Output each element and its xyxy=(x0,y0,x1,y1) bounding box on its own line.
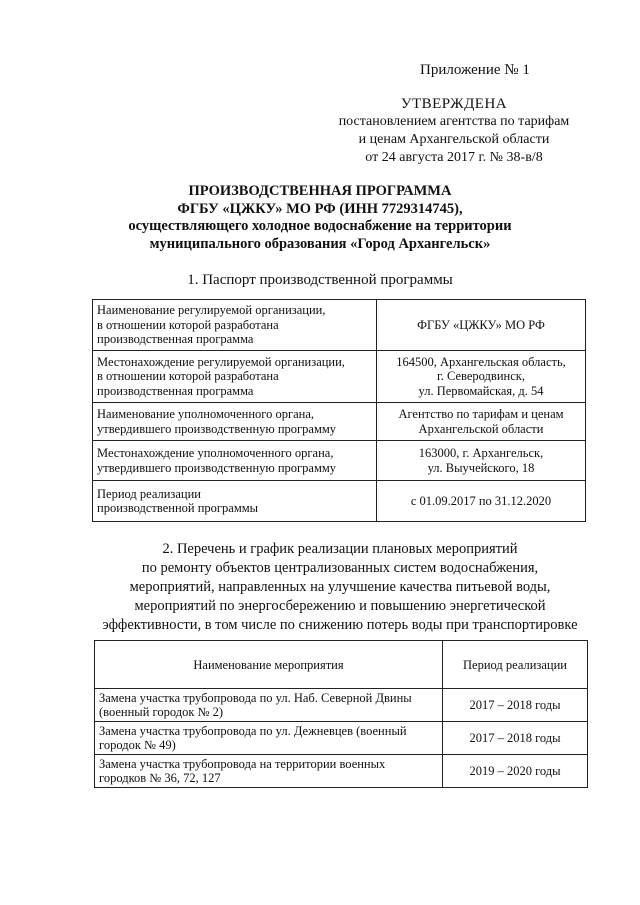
passport-value-cell xyxy=(377,351,586,403)
cell-text: Замена участка трубопровода по ул. Дежневцев (военный xyxy=(99,724,407,738)
program-title-line: муниципального образования «Город Архангельск» xyxy=(149,235,491,252)
section1-heading: 1. Паспорт производственной программы xyxy=(187,272,453,288)
cell-text: производственная программа xyxy=(97,383,254,398)
cell-text: с 01.09.2017 по 31.12.2020 xyxy=(410,493,552,508)
cell-text: Агентство по тарифам и ценам xyxy=(398,407,564,421)
table-row xyxy=(95,689,588,722)
cell-text: Период реализации xyxy=(97,486,201,501)
cell-text: городок № 49) xyxy=(99,738,176,752)
event-period-cell: 2017 – 2018 годы xyxy=(443,722,588,755)
approval-block xyxy=(309,95,599,167)
cell-text: Замена участка трубопровода на территории военных xyxy=(99,757,386,771)
cell-text: производственная программа xyxy=(97,332,254,347)
heading-line: мероприятий по энергосбережению и повышению энергетической xyxy=(134,598,546,614)
cell-text: ФГБУ «ЦЖКУ» МО РФ xyxy=(417,317,545,332)
approval-line: и ценам Архангельской области xyxy=(358,132,550,147)
approval-line: от 24 августа 2017 г. № 38-в/8 xyxy=(365,150,543,165)
passport-value-cell xyxy=(377,300,586,351)
passport-label-cell xyxy=(93,441,377,481)
heading-line: мероприятий, направленных на улучшение качества питьевой воды, xyxy=(129,579,551,595)
cell-text: Наименование регулируемой организации, xyxy=(97,303,326,318)
approval-line: постановлением агентства по тарифам xyxy=(338,114,570,129)
cell-text: г. Северодвинск, xyxy=(437,369,525,384)
heading-line: 2. Перечень и график реализации плановых мероприятий xyxy=(162,541,518,557)
column-header-period: Период реализации xyxy=(443,641,588,689)
heading-line: эффективности, в том числе по снижению потерь воды при транспортировке xyxy=(102,617,578,633)
table-row xyxy=(93,403,586,441)
cell-text: ул. Первомайская, д. 54 xyxy=(418,383,544,398)
cell-text: (военный городок № 2) xyxy=(99,705,223,719)
cell-text: Наименование уполномоченного органа, xyxy=(97,407,314,421)
passport-label-cell xyxy=(93,481,377,522)
table-header-row xyxy=(95,641,588,689)
event-name-cell xyxy=(95,722,443,755)
table-row xyxy=(95,722,588,755)
cell-text: в отношении которой разработана xyxy=(97,369,279,384)
cell-text: утвердившего производственную программу xyxy=(97,460,337,475)
cell-text: 164500, Архангельская область, xyxy=(396,354,566,369)
passport-value-cell xyxy=(377,403,586,441)
cell-text: Местонахождение регулируемой организации, xyxy=(97,354,345,369)
passport-label-cell xyxy=(93,300,377,351)
appendix-label: Приложение № 1 xyxy=(420,62,530,78)
passport-label-cell xyxy=(93,403,377,441)
program-title-line: осуществляющего холодное водоснабжение на территории xyxy=(128,218,512,234)
program-title-line: ФГБУ «ЦЖКУ» МО РФ (ИНН 7729314745), xyxy=(177,200,463,217)
event-period-cell: 2017 – 2018 годы xyxy=(443,689,588,722)
table-row xyxy=(93,481,586,522)
heading-line: по ремонту объектов централизованных систем водоснабжения, xyxy=(141,560,539,576)
cell-text: 163000, г. Архангельск, xyxy=(418,446,544,460)
cell-text: городков № 36, 72, 127 xyxy=(99,771,221,785)
event-period-cell: 2019 – 2020 годы xyxy=(443,755,588,788)
section2-heading xyxy=(80,540,600,635)
passport-value-cell xyxy=(377,441,586,481)
cell-text: Замена участка трубопровода по ул. Наб. Северной Двины xyxy=(99,691,412,705)
table-row xyxy=(93,441,586,481)
event-name-cell xyxy=(95,755,443,788)
cell-text: в отношении которой разработана xyxy=(97,317,279,332)
passport-label-cell xyxy=(93,351,377,403)
cell-text: ул. Выучейского, 18 xyxy=(427,460,535,475)
cell-text: Местонахождение уполномоченного органа, xyxy=(97,446,334,460)
events-table xyxy=(94,640,588,788)
program-title-line: ПРОИЗВОДСТВЕННАЯ ПРОГРАММА xyxy=(188,183,452,199)
table-row xyxy=(93,351,586,403)
column-header-name: Наименование мероприятия xyxy=(95,641,443,689)
cell-text: утвердившего производственную программу xyxy=(97,421,337,436)
cell-text: Архангельской области xyxy=(418,421,544,436)
table-row xyxy=(93,300,586,351)
approval-title: УТВЕРЖДЕНА xyxy=(400,96,508,112)
passport-value-cell xyxy=(377,481,586,522)
table-row xyxy=(95,755,588,788)
cell-text: производственной программы xyxy=(97,501,259,515)
passport-table xyxy=(92,299,586,522)
program-title xyxy=(60,183,580,253)
event-name-cell xyxy=(95,689,443,722)
